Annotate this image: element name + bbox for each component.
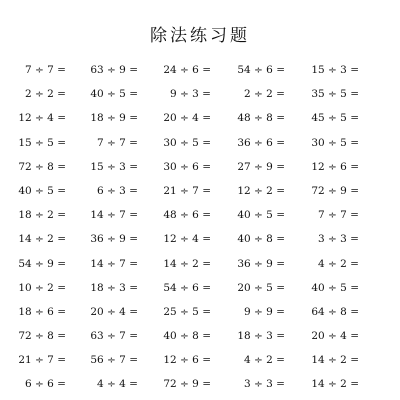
division-problem: 27 ÷ 9 =: [237, 160, 285, 173]
division-problem: 21 ÷ 7 =: [18, 354, 66, 367]
division-problem: 48 ÷ 6 =: [163, 209, 211, 222]
division-problem: 64 ÷ 8 =: [311, 305, 359, 318]
division-problem: 20 ÷ 4 =: [311, 330, 359, 343]
problem-row: [0, 109, 400, 133]
division-problem: 30 ÷ 5 =: [163, 136, 211, 149]
problem-row: [0, 206, 400, 230]
division-problem: 14 ÷ 2 =: [311, 354, 359, 367]
division-problem: 18 ÷ 3 =: [237, 330, 285, 343]
division-problem: 18 ÷ 6 =: [18, 305, 66, 318]
division-problem: 4 ÷ 2 =: [244, 354, 285, 367]
division-problem: 21 ÷ 7 =: [163, 184, 211, 197]
problem-row: [0, 327, 400, 351]
division-problem: 7 ÷ 7 =: [318, 209, 359, 222]
division-problem: 20 ÷ 4 =: [163, 112, 211, 125]
division-problem: 40 ÷ 5 =: [18, 184, 66, 197]
division-problem: 6 ÷ 3 =: [97, 184, 138, 197]
division-problem: 15 ÷ 5 =: [18, 136, 66, 149]
division-problem: 14 ÷ 2 =: [311, 378, 359, 391]
division-problem: 15 ÷ 3 =: [311, 64, 359, 76]
division-problem: 40 ÷ 5 =: [237, 209, 285, 222]
division-problem: 12 ÷ 6 =: [163, 354, 211, 367]
division-problem: 36 ÷ 9 =: [237, 257, 285, 270]
division-problem: 30 ÷ 5 =: [311, 136, 359, 149]
problem-grid: [0, 61, 400, 400]
division-problem: 14 ÷ 2 =: [163, 257, 211, 270]
division-problem: 72 ÷ 8 =: [18, 330, 66, 343]
problem-row: [0, 351, 400, 375]
problem-row: [0, 134, 400, 158]
division-problem: 36 ÷ 6 =: [237, 136, 285, 149]
division-problem: 25 ÷ 5 =: [163, 305, 211, 318]
division-problem: 72 ÷ 8 =: [18, 160, 66, 173]
division-problem: 72 ÷ 9 =: [311, 184, 359, 197]
division-problem: 3 ÷ 3 =: [318, 233, 359, 246]
problem-row: [0, 230, 400, 254]
division-problem: 72 ÷ 9 =: [163, 378, 211, 391]
division-problem: 18 ÷ 3 =: [90, 281, 138, 294]
division-problem: 15 ÷ 3 =: [90, 160, 138, 173]
worksheet-title: 除法练习题: [150, 26, 250, 46]
division-problem: 4 ÷ 2 =: [318, 257, 359, 270]
division-problem: 2 ÷ 2 =: [25, 88, 66, 101]
division-problem: 35 ÷ 5 =: [311, 88, 359, 101]
division-problem: 12 ÷ 4 =: [18, 112, 66, 125]
division-problem: 20 ÷ 5 =: [237, 281, 285, 294]
division-problem: 24 ÷ 6 =: [163, 64, 211, 76]
division-problem: 4 ÷ 4 =: [97, 378, 138, 391]
division-problem: 56 ÷ 7 =: [90, 354, 138, 367]
division-problem: 48 ÷ 8 =: [237, 112, 285, 125]
division-problem: 45 ÷ 5 =: [311, 112, 359, 125]
division-problem: 20 ÷ 4 =: [90, 305, 138, 318]
problem-row: [0, 61, 400, 85]
division-problem: 54 ÷ 9 =: [18, 257, 66, 270]
division-problem: 54 ÷ 6 =: [163, 281, 211, 294]
division-problem: 63 ÷ 9 =: [90, 64, 138, 76]
division-problem: 10 ÷ 2 =: [18, 281, 66, 294]
division-problem: 12 ÷ 4 =: [163, 233, 211, 246]
problem-row: [0, 279, 400, 303]
division-problem: 40 ÷ 5 =: [311, 281, 359, 294]
problem-row: [0, 182, 400, 206]
problem-row: [0, 375, 400, 399]
division-problem: 14 ÷ 7 =: [90, 209, 138, 222]
division-problem: 40 ÷ 8 =: [237, 233, 285, 246]
division-problem: 36 ÷ 9 =: [90, 233, 138, 246]
division-problem: 2 ÷ 2 =: [244, 88, 285, 101]
problem-row: [0, 85, 400, 109]
division-problem: 12 ÷ 2 =: [237, 184, 285, 197]
division-problem: 40 ÷ 5 =: [90, 88, 138, 101]
division-problem: 12 ÷ 6 =: [311, 160, 359, 173]
division-problem: 7 ÷ 7 =: [25, 64, 66, 76]
problem-row: [0, 255, 400, 279]
problem-row: [0, 303, 400, 327]
division-problem: 30 ÷ 6 =: [163, 160, 211, 173]
division-problem: 6 ÷ 6 =: [25, 378, 66, 391]
problem-row: [0, 158, 400, 182]
division-problem: 7 ÷ 7 =: [97, 136, 138, 149]
division-problem: 9 ÷ 3 =: [170, 88, 211, 101]
division-problem: 18 ÷ 2 =: [18, 209, 66, 222]
division-problem: 63 ÷ 7 =: [90, 330, 138, 343]
division-problem: 14 ÷ 7 =: [90, 257, 138, 270]
division-problem: 54 ÷ 6 =: [237, 64, 285, 76]
division-problem: 40 ÷ 8 =: [163, 330, 211, 343]
division-problem: 18 ÷ 9 =: [90, 112, 138, 125]
division-problem: 14 ÷ 2 =: [18, 233, 66, 246]
division-problem: 9 ÷ 9 =: [244, 305, 285, 318]
division-problem: 3 ÷ 3 =: [244, 378, 285, 391]
